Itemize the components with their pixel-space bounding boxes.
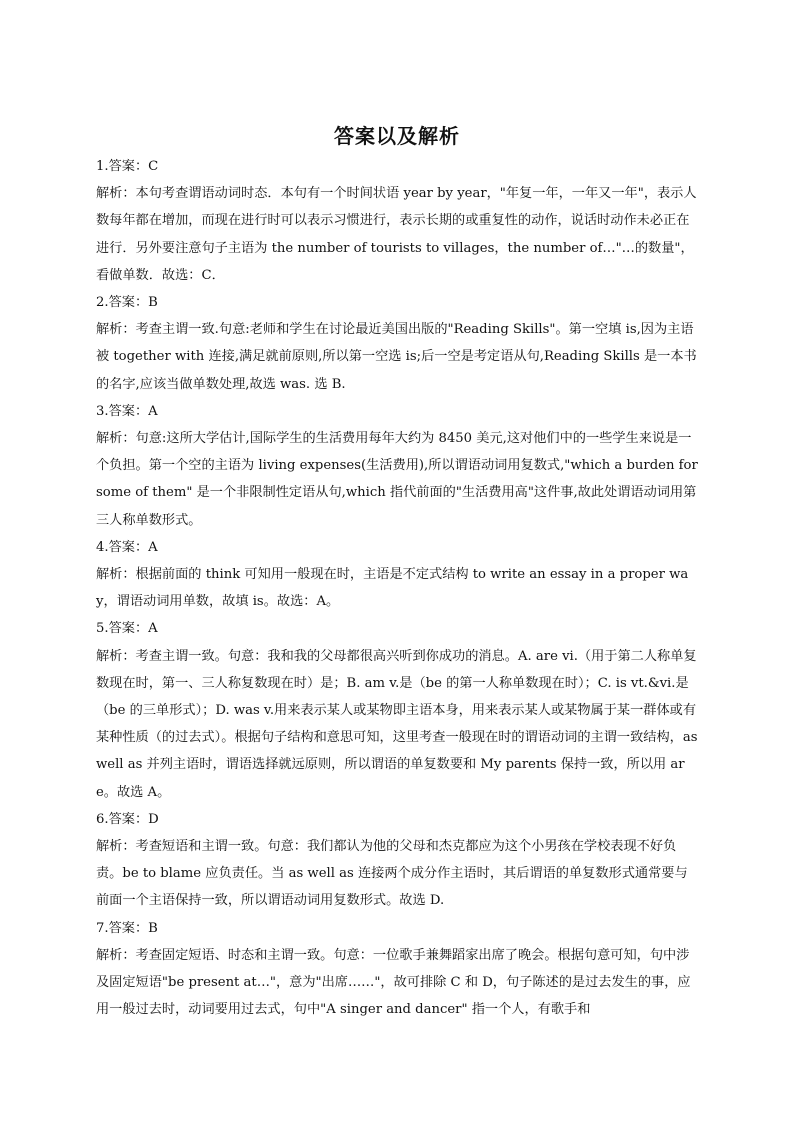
answer-line: 6.答案：D <box>96 811 159 827</box>
explanation-text: 解析：考查主谓一致.句意:老师和学生在讨论最近美国出版的"Reading Skills"。第一空填 is,因为主语被 together with 连接,满足就前原则,所以第一空选 is;后一空是考定语从句,Reading Skills 是一本书的名字,应该当做单数处理,故选 was. 选 B. <box>96 322 697 392</box>
explanation-text: 解析：根据前面的 think 可知用一般现在时，主语是不定式结构 to write an essay in a proper way，谓语动词用单数，故填 is。故选：A。 <box>96 567 689 610</box>
explanation-text: 解析：本句考查谓语动词时态．本句有一个时间状语 year by year，"年复一年，一年又一年"，表示人数每年都在增加，而现在进行时可以表示习惯进行，表示长期的或重复性的动作，说话时动作未必正在进行．另外要注意句子主语为 the number of tourists to villages，the number of…"…的数量"，看做单数．故选：C． <box>96 186 697 283</box>
answer-line: 3.答案：A <box>96 403 158 419</box>
answer-item-7 <box>96 915 698 1024</box>
answer-line: 7.答案：B <box>96 920 158 936</box>
answer-item-1 <box>96 153 698 289</box>
page-title: 答案以及解析 <box>334 124 460 148</box>
answer-line: 4.答案：A <box>96 539 158 555</box>
answer-line: 1.答案：C <box>96 159 159 174</box>
answer-item-4 <box>96 534 698 616</box>
answer-line: 5.答案：A <box>96 621 158 637</box>
answer-item-5 <box>96 615 698 805</box>
explanation-text: 解析：考查短语和主谓一致。句意：我们都认为他的父母和杰克都应为这个小男孩在学校表现不好负责。be to blame 应负责任。当 as well as 连接两个成分作主语时，其后谓语的单复数形式通常要与前面一个主语保持一致，所以谓语动词用复数形式。故选 D. <box>96 839 688 909</box>
explanation-text: 解析：考查主谓一致。句意：我和我的父母都很高兴听到你成功的消息。A. are vi.（用于第二人称单复数现在时，第一、三人称复数现在时）是；B. am v.是（be 的第一人称单数现在时）；C. is vt.&vi.是（be 的三单形式）；D. was v.用来表示某人或某物即主语本身，用来表示某人或某物属于某一群体或有某种性质（的过去式）。根据句子结构和意思可知，这里考查一般现在时的谓语动词的主谓一致结构，as well as 并列主语时，谓语选择就远原则，所以谓语的单复数要和 My parents 保持一致，所以用 are。故选 A。 <box>96 648 698 800</box>
answer-line: 2.答案：B <box>96 295 158 311</box>
answer-item-6 <box>96 806 698 915</box>
answer-item-2 <box>96 289 698 398</box>
explanation-text: 解析：句意:这所大学估计,国际学生的生活费用每年大约为 8450 美元,这对他们中的一些学生来说是一个负担。第一个空的主语为 living expenses(生活费用),所以谓语动词用复数式,"which a burden for some of them" 是一个非限制性定语从句,which 指代前面的"生活费用高"这件事,故此处谓语动词用第三人称单数形式。 <box>96 431 698 528</box>
answer-item-3 <box>96 398 698 534</box>
explanation-text: 解析：考查固定短语、时态和主谓一致。句意：一位歌手兼舞蹈家出席了晚会。根据句意可知，句中涉及固定短语"be present at…"，意为"出席……"，故可排除 C 和 D，句子陈述的是过去发生的事，应用一般过去时，动词要用过去式，句中"A singer and dancer" 指一个人，有歌手和 <box>96 947 691 1018</box>
